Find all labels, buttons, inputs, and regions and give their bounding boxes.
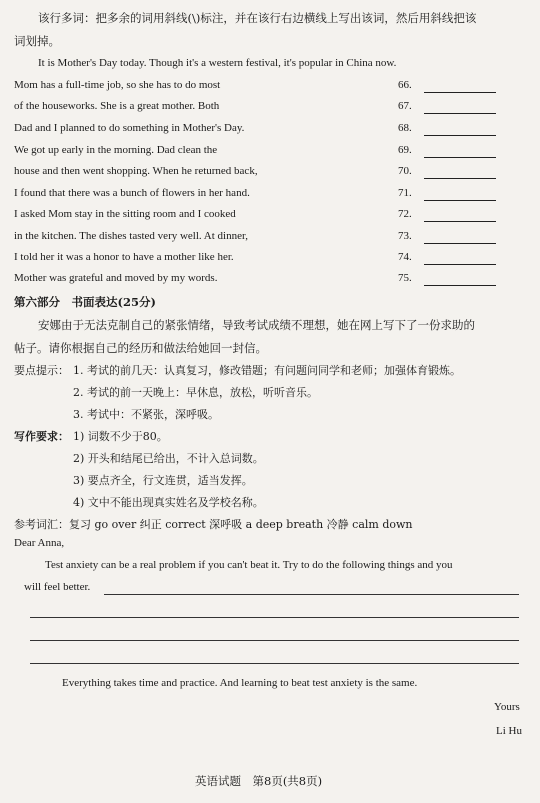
section-title: 第六部分 书面表达(25分) <box>14 295 156 309</box>
proof-line: in the kitchen. The dishes tasted very well. At dinner, <box>14 230 248 242</box>
proof-line: Dad and I planned to do something in Mother's Day. <box>14 122 245 134</box>
answer-blank-75[interactable] <box>424 285 496 286</box>
writing-line[interactable] <box>104 594 519 595</box>
answer-blank-66[interactable] <box>424 92 496 93</box>
answer-blank-70[interactable] <box>424 178 496 179</box>
letter-closing: Yours <box>494 701 520 713</box>
requirement-item: 3) 要点齐全，行文连贯，适当发挥。 <box>73 474 253 487</box>
question-number: 66. <box>398 79 412 91</box>
answer-blank-73[interactable] <box>424 243 496 244</box>
proof-line: We got up early in the morning. Dad clean the <box>14 144 218 156</box>
requirement-item: 1) 词数不少于80。 <box>73 430 168 443</box>
letter-opening-line-2: will feel better. <box>24 581 91 593</box>
question-number: 72. <box>398 208 412 220</box>
answer-blank-72[interactable] <box>424 221 496 222</box>
points-label: 要点提示： <box>14 364 69 377</box>
proof-line: I asked Mom stay in the sitting room and I cooked <box>14 208 236 220</box>
answer-blank-74[interactable] <box>424 264 496 265</box>
proof-line: Mother was grateful and moved by my words. <box>14 272 218 284</box>
proof-line: house and then went shopping. When he returned back, <box>14 165 258 177</box>
instruction-line-2: 词划掉。 <box>14 34 60 48</box>
question-number: 70. <box>398 165 412 177</box>
task-intro-line-1: 安娜由于无法克制自己的紧张情绪，导致考试成绩不理想，她在网上写下了一份求助的 <box>38 318 475 332</box>
writing-line[interactable] <box>30 640 519 641</box>
question-number: 74. <box>398 251 412 263</box>
proof-line-intro: It is Mother's Day today. Though it's a western festival, it's popular in China now. <box>38 57 397 69</box>
requirement-item: 4) 文中不能出现真实姓名及学校名称。 <box>73 496 264 509</box>
proof-line: Mom has a full-time job, so she has to do most <box>14 79 221 91</box>
letter-closing-sentence: Everything takes time and practice. And learning to beat test anxiety is the same. <box>62 677 418 689</box>
instruction-line-1: 该行多词：把多余的词用斜线(\)标注，并在该行右边横线上写出该词，然后用斜线把该 <box>38 11 477 25</box>
writing-line[interactable] <box>30 663 519 664</box>
answer-blank-67[interactable] <box>424 113 496 114</box>
question-number: 71. <box>398 187 412 199</box>
letter-opening-line-1: Test anxiety can be a real problem if you can't beat it. Try to do the following things and you <box>45 559 453 571</box>
proof-line: of the houseworks. She is a great mother. Both <box>14 100 220 112</box>
question-number: 67. <box>398 100 412 112</box>
question-number: 69. <box>398 144 412 156</box>
letter-signature: Li Hu <box>496 725 522 737</box>
writing-line[interactable] <box>30 617 519 618</box>
reference-vocabulary: 参考词汇：复习 go over 纠正 correct 深呼吸 a deep breath 冷静 calm down <box>14 518 413 531</box>
answer-blank-68[interactable] <box>424 135 496 136</box>
question-number: 73. <box>398 230 412 242</box>
proof-line: I found that there was a bunch of flowers in her hand. <box>14 187 250 199</box>
answer-blank-69[interactable] <box>424 157 496 158</box>
task-intro-line-2: 帖子。请你根据自己的经历和做法给她回一封信。 <box>14 341 267 355</box>
question-number: 75. <box>398 272 412 284</box>
point-item: 1. 考试的前几天：认真复习，修改错题；有问题问同学和老师；加强体育锻炼。 <box>73 364 461 377</box>
answer-blank-71[interactable] <box>424 200 496 201</box>
point-item: 3. 考试中：不紧张，深呼吸。 <box>73 408 219 421</box>
requirements-label: 写作要求： <box>14 430 69 443</box>
page-footer: 英语试题 第8页(共8页) <box>195 774 323 788</box>
requirement-item: 2) 开头和结尾已给出，不计入总词数。 <box>73 452 264 465</box>
question-number: 68. <box>398 122 412 134</box>
letter-greeting: Dear Anna, <box>14 537 65 549</box>
point-item: 2. 考试的前一天晚上：早休息，放松，听听音乐。 <box>73 386 318 399</box>
proof-line: I told her it was a honor to have a mother like her. <box>14 251 234 263</box>
